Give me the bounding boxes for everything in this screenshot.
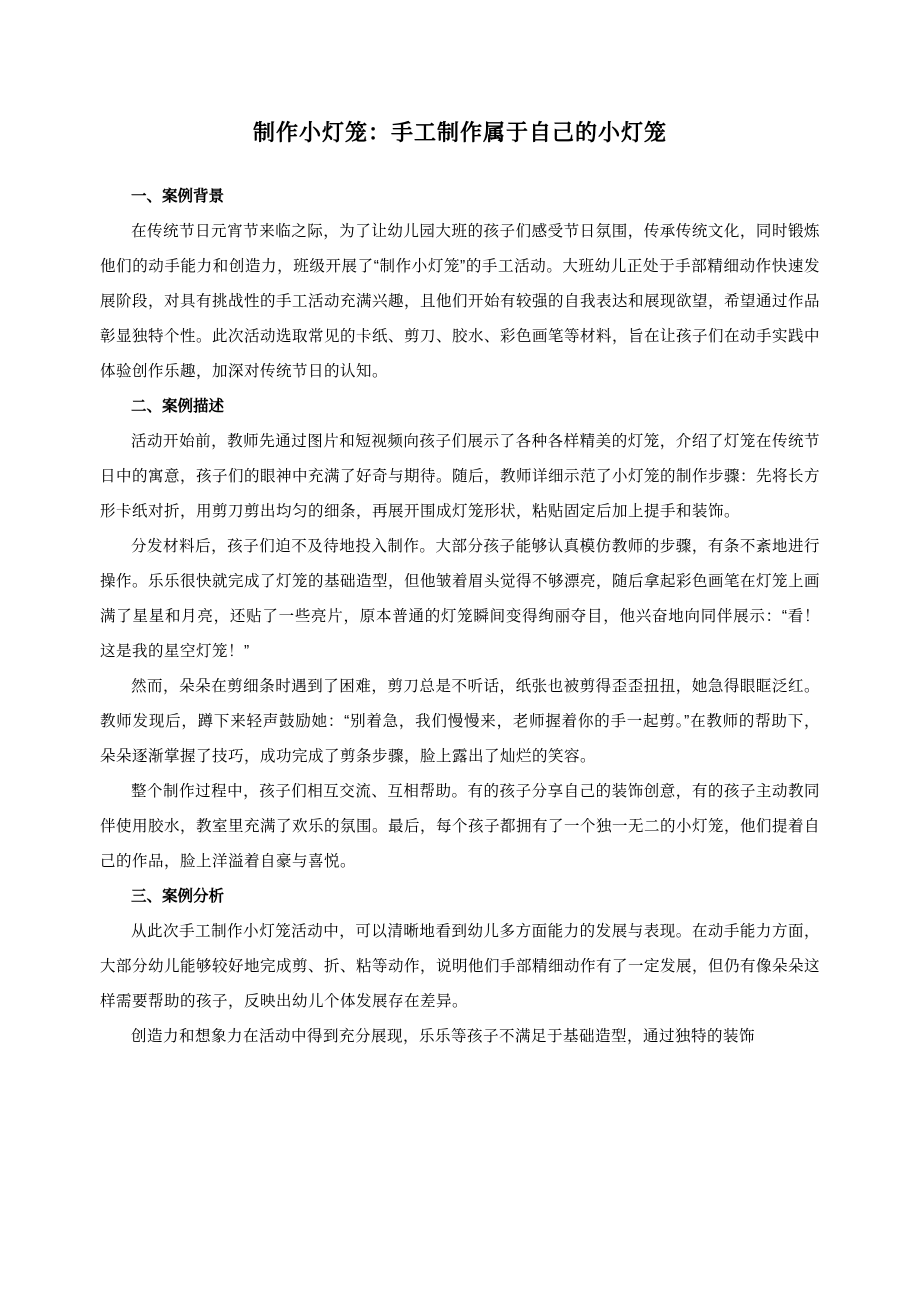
section-heading-background: 一、案例背景: [131, 187, 225, 205]
paragraph: 分发材料后，孩子们迫不及待地投入制作。大部分孩子能够认真模仿教师的步骤，有条不紊地进行操作。乐乐很快就完成了灯笼的基础造型，但他皱着眉头觉得不够漂亮，随后拿起彩色画笔在灯笼上画满了星星和月亮，还贴了一些亮片，原本普通的灯笼瞬间变得绚丽夺目，他兴奋地向同伴展示：“看！这是我的星空灯笼！”: [100, 537, 821, 660]
paragraph: 然而，朵朵在剪细条时遇到了困难，剪刀总是不听话，纸张也被剪得歪歪扭扭，她急得眼眶泛红。教师发现后，蹲下来轻声鼓励她：“别着急，我们慢慢来，老师握着你的手一起剪。”在教师的帮助下，朵朵逐渐掌握了技巧，成功完成了剪条步骤，脸上露出了灿烂的笑容。: [100, 677, 820, 765]
document-title: 制作小灯笼：手工制作属于自己的小灯笼: [252, 120, 667, 145]
paragraph: 整个制作过程中，孩子们相互交流、互相帮助。有的孩子分享自己的装饰创意，有的孩子主动教同伴使用胶水，教室里充满了欢乐的氛围。最后，每个孩子都拥有了一个独一无二的小灯笼，他们提着自己的作品，脸上洋溢着自豪与喜悦。: [100, 782, 821, 870]
paragraph: 活动开始前，教师先通过图片和短视频向孩子们展示了各种各样精美的灯笼，介绍了灯笼在传统节日中的寓意，孩子们的眼神中充满了好奇与期待。随后，教师详细示范了小灯笼的制作步骤：先将长方形卡纸对折，用剪刀剪出均匀的细条，再展开围成灯笼形状，粘贴固定后加上提手和装饰。: [100, 432, 821, 520]
section-heading-analysis: 三、案例分析: [131, 887, 225, 905]
paragraph: 创造力和想象力在活动中得到充分展现，乐乐等孩子不满足于基础造型，通过独特的装饰: [131, 1027, 756, 1045]
paragraph: 从此次手工制作小灯笼活动中，可以清晰地看到幼儿多方面能力的发展与表现。在动手能力方面，大部分幼儿能够较好地完成剪、折、粘等动作，说明他们手部精细动作有了一定发展，但仍有像朵朵这样需要帮助的孩子，反映出幼儿个体发展存在差异。: [100, 922, 821, 1010]
section-heading-description: 二、案例描述: [131, 397, 225, 415]
paragraph: 在传统节日元宵节来临之际，为了让幼儿园大班的孩子们感受节日氛围，传承传统文化，同时锻炼他们的动手能力和创造力，班级开展了“制作小灯笼”的手工活动。大班幼儿正处于手部精细动作快速发展阶段，对具有挑战性的手工活动充满兴趣，且他们开始有较强的自我表达和展现欲望，希望通过作品彰显独特个性。此次活动选取常见的卡纸、剪刀、胶水、彩色画笔等材料，旨在让孩子们在动手实践中体验创作乐趣，加深对传统节日的认知。: [100, 222, 821, 380]
